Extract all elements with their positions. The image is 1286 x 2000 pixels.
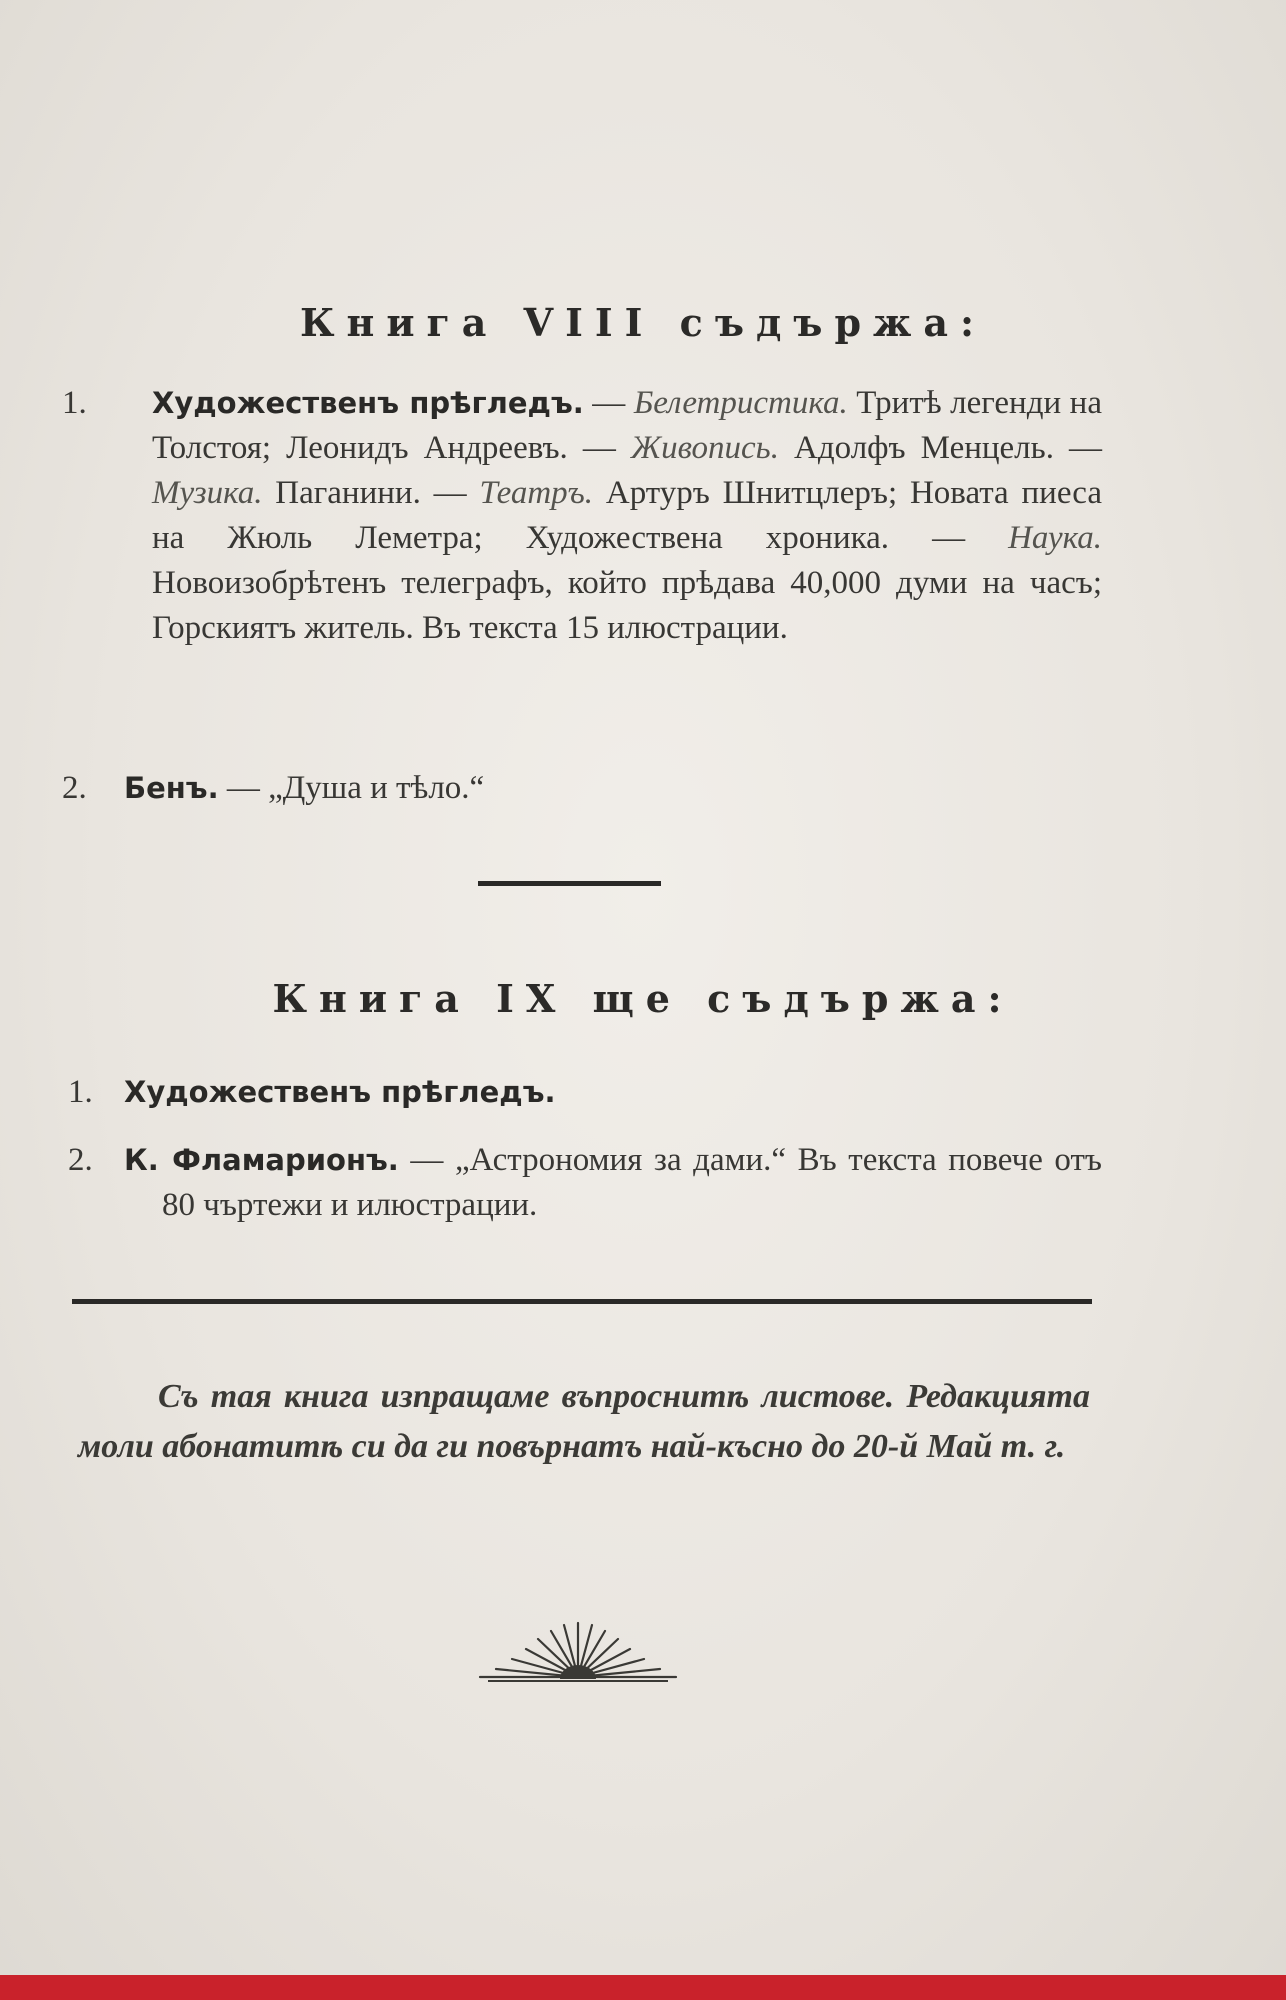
item-number: 2. [62,770,87,806]
notice-text: Съ тая книга изпращаме въпроснитѣ листове. Редакцията моли абонатитѣ си да ги повърнатъ най-късно до 20-й Май т. г. [78,1378,1090,1465]
book8-item-1 [62,381,1102,651]
separator: — [567,430,631,466]
book8-heading: Книга VIII съдържа: [299,300,987,345]
item-number: 1. [62,385,87,421]
footer-divider [72,1299,1092,1304]
section-fiction: Белетристика. [633,385,848,421]
book9-item-2 [68,1138,1102,1228]
section-music: Музика. [152,475,263,511]
painting-text: Адолфъ Менцель. [778,430,1054,466]
music-text: Паганини. [262,475,421,511]
section-painting: Живопись. [630,430,779,466]
separator: — [420,475,480,511]
book9-heading: Книга IX ще съдържа: [272,976,1014,1021]
item-text: — „Душа и тѣло.“ [218,770,485,806]
fiction-text: Тритѣ легенди на Толстоя; Леонидъ Андреевъ. [152,385,1102,466]
separator: — [1053,430,1103,466]
theatre-text: Артуръ Шнитцлеръ; Новата пиеса на Жюль Леметра; Художествена хроника. [152,475,1103,556]
item-title: Художественъ прѣгледъ. [124,1075,556,1109]
separator: — [889,520,1009,556]
rising-sun-ornament [468,1615,688,1695]
red-book-edge [0,1975,1286,2000]
section-divider [478,881,661,886]
science-text: Новоизобрѣтенъ телеграфъ, който прѣдава 40,000 думи на часъ; Горскиятъ житель. Въ текста 15 илюстрации. [152,565,1102,646]
separator: — [583,385,634,421]
item-number: 1. [68,1074,93,1110]
book9-item-1 [68,1070,1108,1115]
section-theatre: Театръ. [479,475,594,511]
section-science: Наука. [1008,520,1103,556]
item-text: — „Астрономия за дами.“ Въ текста повече отъ 80 чъртежи и илюстрации. [162,1142,1102,1223]
item-title: Бенъ. [124,771,219,805]
book8-item-2 [62,766,1102,811]
item-number: 2. [68,1142,93,1178]
item-title: Художественъ прѣгледъ. [152,386,584,420]
editorial-notice [78,1372,1090,1472]
item-title: К. Фламарионъ. [124,1143,399,1177]
